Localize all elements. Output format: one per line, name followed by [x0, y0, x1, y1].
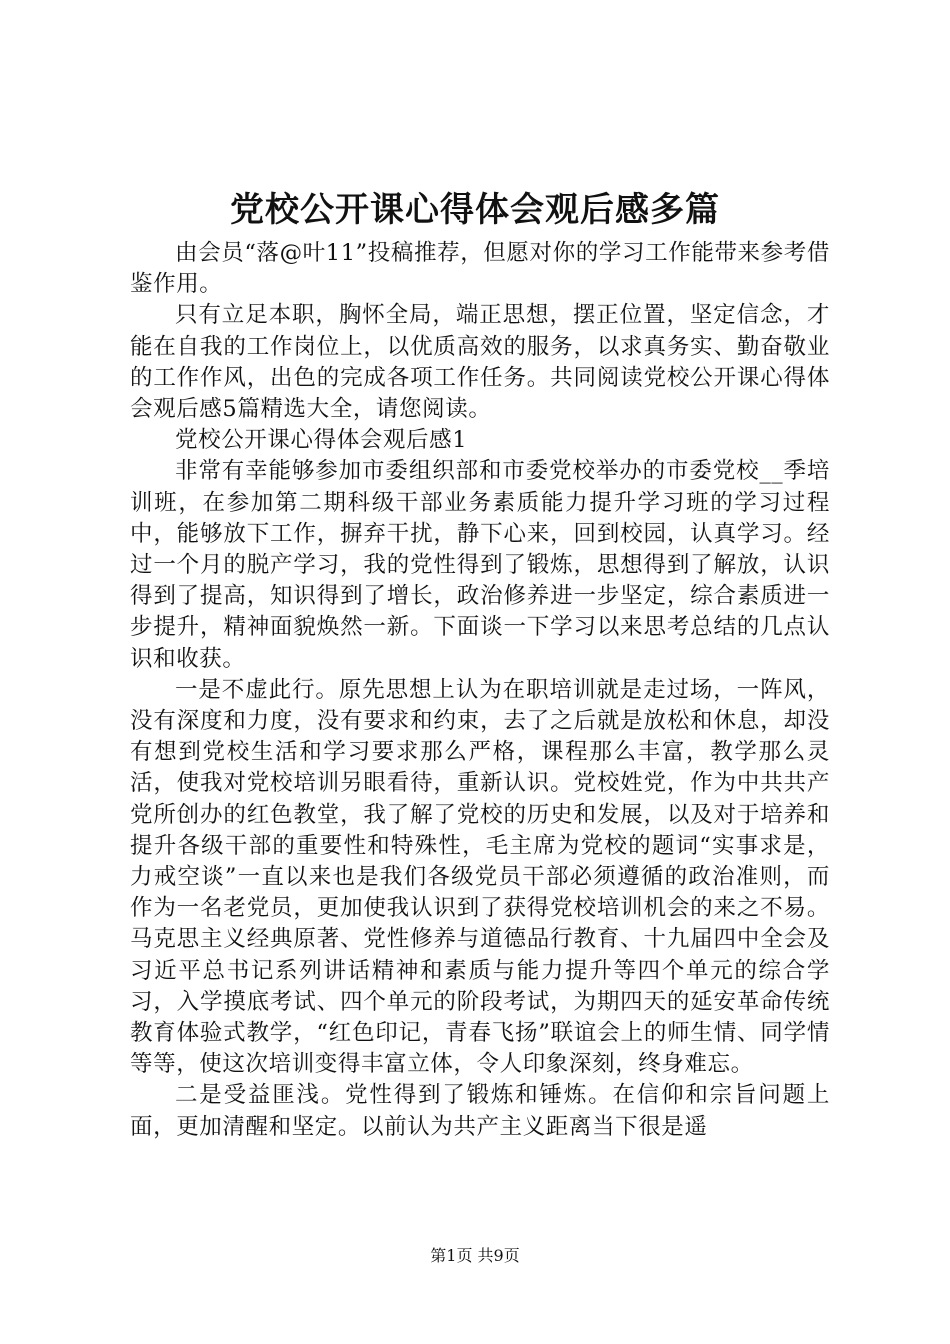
document-body [130, 238, 830, 1143]
paragraph-point-two: 二是受益匪浅。党性得到了锻炼和锤炼。在信仰和宗旨问题上面，更加清醒和坚定。以前认为共产主义距离当下很是遥 [130, 1082, 830, 1140]
paragraph-opening: 非常有幸能够参加市委组织部和市委党校举办的市委党校__季培训班，在参加第二期科级干部业务素质能力提升学习班的学习过程中，能够放下工作，摒弃干扰，静下心来，回到校园，认真学习。经过一个月的脱产学习，我的党性得到了锻炼，思想得到了解放，认识得到了提高，知识得到了增长，政治修养进一步坚定，综合素质进一步提升，精神面貌焕然一新。下面谈一下学习以来思考总结的几点认识和收获。 [130, 458, 830, 672]
paragraph-point-one: 一是不虚此行。原先思想上认为在职培训就是走过场，一阵风，没有深度和力度，没有要求和约束，去了之后就是放松和休息，却没有想到党校生活和学习要求那么严格，课程那么丰富，教学那么灵活，使我对党校培训另眼看待，重新认识。党校姓党，作为中共共产党所创办的红色教堂，我了解了党校的历史和发展，以及对于培养和提升各级干部的重要性和特殊性，毛主席为党校的题词“实事求是，力戒空谈”一直以来也是我们各级党员干部必须遵循的政治准则，而作为一名老党员，更加使我认识到了获得党校培训机会的来之不易。马克思主义经典原著、党性修养与道德品行教育、十九届四中全会及习近平总书记系列讲话精神和素质与能力提升等四个单元的综合学习，入学摸底考试、四个单元的阶段考试，为期四天的延安革命传统教育体验式教学，“红色印记，青春飞扬”联谊会上的师生情、同学情等等，使这次培训变得丰富立体，令人印象深刻，终身难忘。 [130, 676, 830, 1078]
section-heading: 党校公开课心得体会观后感1 [175, 427, 468, 454]
page-title: 党校公开课心得体会观后感多篇 [230, 190, 720, 230]
paragraph-summary: 只有立足本职，胸怀全局，端正思想，摆正位置，坚定信念，才能在自我的工作岗位上，以优质高效的服务，以求真务实、勤奋敬业的工作作风，出色的完成各项工作任务。共同阅读党校公开课心得体会观后感5篇精选大全，请您阅读。 [130, 302, 830, 423]
paragraph-intro: 由会员“落@叶11”投稿推荐，但愿对你的学习工作能带来参考借鉴作用。 [130, 240, 830, 298]
page-footer: 第1页 共9页 [430, 1246, 520, 1265]
